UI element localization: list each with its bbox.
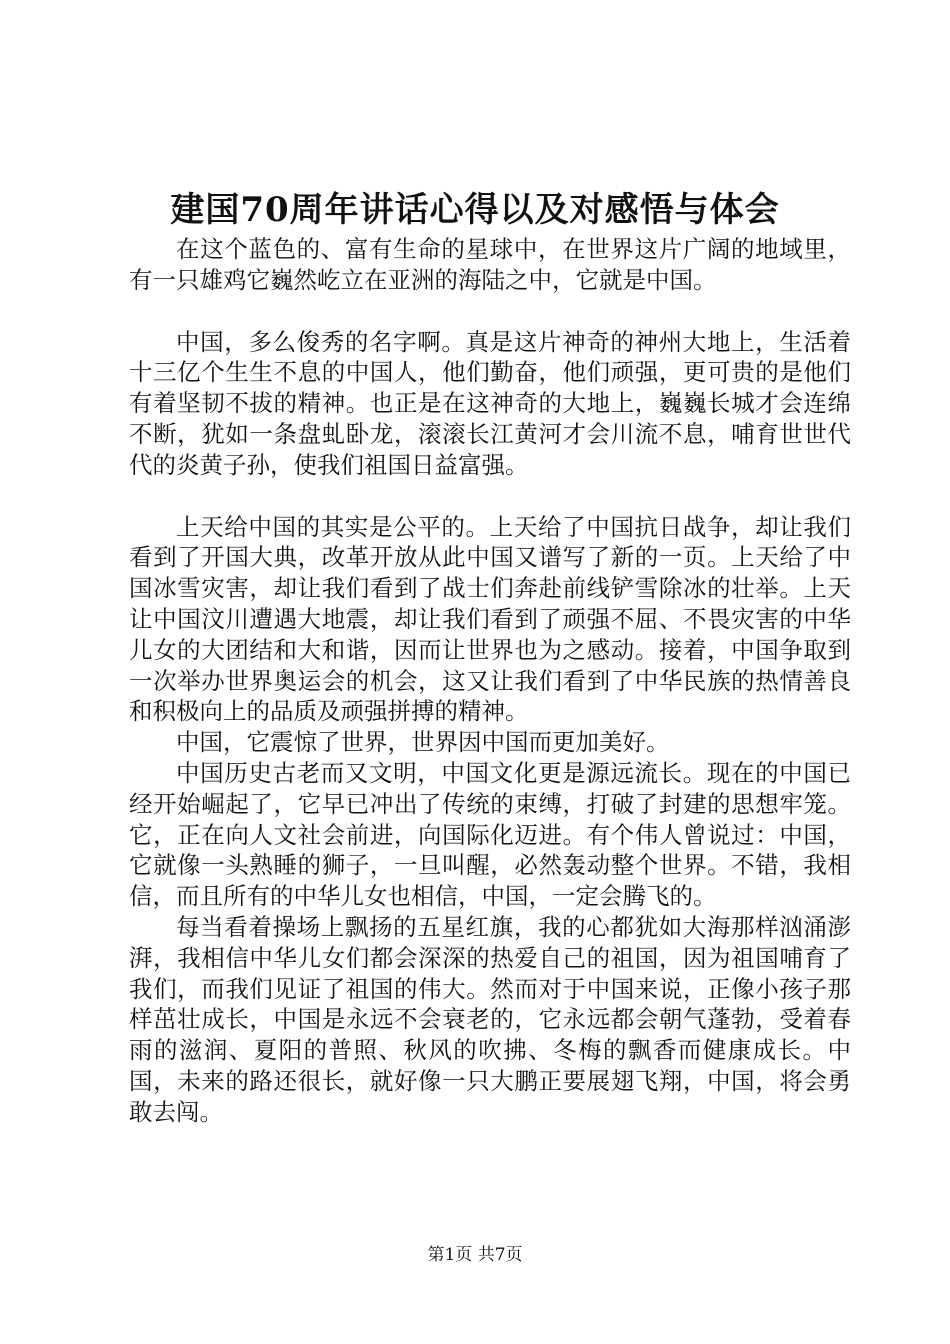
paragraph-spacer: [129, 481, 851, 512]
paragraph-spacer: [129, 296, 851, 327]
document-title: 建国70周年讲话心得以及对感悟与体会: [170, 190, 780, 230]
page-number-footer: 第1页 共7页: [427, 1245, 523, 1265]
paragraph-2: 中国，多么俊秀的名字啊。真是这片神奇的神州大地上，生活着十三亿个生生不息的中国人，他们勤奋，他们顽强，更可贵的是他们有着坚韧不拔的精神。也正是在这神奇的大地上，巍巍长城才会连绵不断，犹如一条盘虬卧龙，滚滚长江黄河才会川流不息，哺育世世代代的炎黄子孙，使我们祖国日益富强。: [129, 327, 851, 479]
paragraph-4: 中国，它震惊了世界，世界因中国而更加美好。: [176, 728, 670, 757]
document-body: [129, 234, 851, 1128]
paragraph-6: 每当看着操场上飘扬的五星红旗，我的心都犹如大海那样汹涌澎湃，我相信中华儿女们都会深深的热爱自己的祖国，因为祖国哺育了我们，而我们见证了祖国的伟大。然而对于中国来说，正像小孩子那样茁壮成长，中国是永远不会衰老的，它永远都会朝气蓬勃，受着春雨的滋润、夏阳的普照、秋风的吹拂、冬梅的飘香而健康成长。中国，未来的路还很长，就好像一只大鹏正要展翅飞翔，中国，将会勇敢去闯。: [129, 912, 851, 1126]
paragraph-3: 上天给中国的其实是公平的。上天给了中国抗日战争，却让我们看到了开国大典，改革开放从此中国又谱写了新的一页。上天给了中国冰雪灾害，却让我们看到了战士们奔赴前线铲雪除冰的壮举。上天让中国汶川遭遇大地震，却让我们看到了顽强不屈、不畏灾害的中华儿女的大团结和大和谐，因而让世界也为之感动。接着，中国争取到一次举办世界奥运会的机会，这又让我们看到了中华民族的热情善良和积极向上的品质及顽强拼搏的精神。: [129, 512, 851, 726]
paragraph-1: 在这个蓝色的、富有生命的星球中，在世界这片广阔的地域里，有一只雄鸡它巍然屹立在亚洲的海陆之中，它就是中国。: [129, 235, 851, 294]
paragraph-5: 中国历史古老而又文明，中国文化更是源远流长。现在的中国已经开始崛起了，它早已冲出了传统的束缚，打破了封建的思想牢笼。它，正在向人文社会前进，向国际化迈进。有个伟人曾说过：中国，它就像一头熟睡的狮子，一旦叫醒，必然轰动整个世界。不错，我相信，而且所有的中华儿女也相信，中国，一定会腾飞的。: [129, 758, 851, 911]
